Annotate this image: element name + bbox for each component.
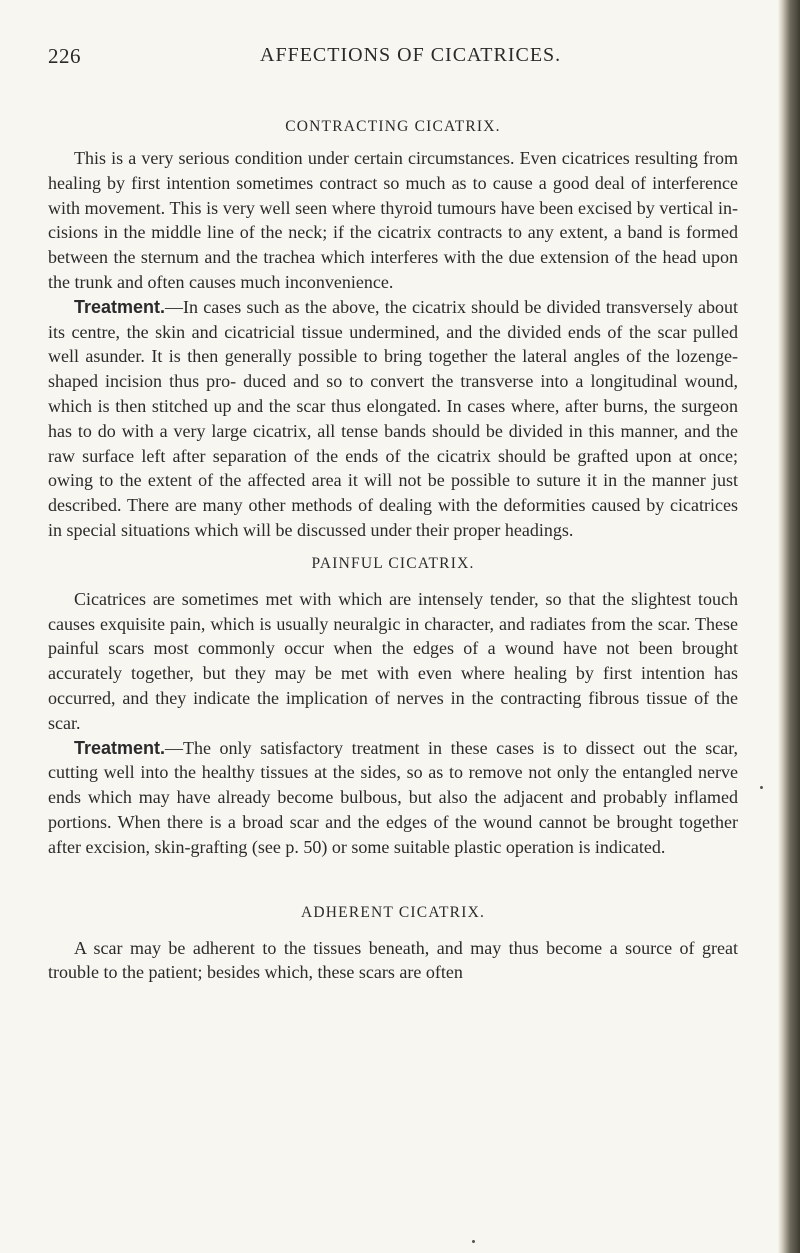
section-heading-contracting-cicatrix: CONTRACTING CICATRIX. [285, 118, 501, 135]
paragraph-contracting-treatment [48, 295, 738, 543]
paragraph-painful-treatment [48, 736, 738, 860]
paragraph-text: Cicatrices are sometimes met with which are intensely tender, so that the slightest touch causes exquisite pain, which is usually neuralgic in character, and radiates from the scar. These painful scars most commonly occur when the edges of a wound have not been brought accurately together, but they may be met with even where healing by first intention has occurred, and they indicate the implication of nerves in the contracting fibrous tissue of the scar. [48, 588, 738, 733]
paragraph-text: —In cases such as the above, the cicatrix should be divided transversely about its centre, the skin and cicatricial tissue undermined, and the divided ends of the scar pulled well asunder. It is then generally possible to bring together the lateral angles of the lozenge-shaped incision thus pro- duced and so to convert the transverse into a longitudinal wound, which is then stitched up and the scar thus elongated. In cases where, after burns, the surgeon has to do with a very large cicatrix, all tense bands should be divided in this manner, and the raw surface left after separation of the ends of the cicatrix should be grafted upon at once; owing to the extent of the affected area it will not be possible to suture it in the manner just described. There are many other methods of dealing with the deformities caused by cicatrices in special situations which will be discussed under their proper headings. [48, 296, 738, 540]
section-heading-adherent-cicatrix: ADHERENT CICATRIX. [300, 903, 486, 921]
page-body [48, 116, 738, 985]
paragraph-contracting-intro [48, 146, 738, 295]
paper-speck [760, 786, 763, 789]
run-in-heading-treatment: Treatment. [74, 296, 166, 317]
paragraph-text: —The only satisfactory treatment in these cases is to dissect out the scar, cutting well into the healthy tissues at the sides, so as to remove not only the entangled nerve ends which may have already become bulbous, but also the adjacent and probably inflamed portions. When there is a broad scar and the edges of the wound cannot be brought together after excision, skin-grafting (see p. 50) or some suitable plastic operation is indicated. [48, 737, 738, 857]
page-binding-edge [778, 0, 800, 1253]
section-heading-painful-cicatrix: PAINFUL CICATRIX. [311, 554, 475, 572]
paragraph-painful-intro [48, 587, 738, 736]
running-head [48, 44, 748, 72]
page-number: 226 [48, 44, 81, 68]
paragraph-adherent-intro [48, 936, 738, 986]
run-in-heading-treatment: Treatment. [74, 737, 166, 758]
running-title: AFFECTIONS OF CICATRICES. [260, 44, 562, 66]
paragraph-text: A scar may be adherent to the tissues beneath, and may thus become a source of great trouble to the patient; besides which, these scars are often [48, 937, 738, 983]
paper-speck [472, 1240, 475, 1243]
paragraph-text: This is a very serious condition under certain circumstances. Even cicatrices resulting from healing by first intention sometimes contract so much as to cause a good deal of interference with movement. This is very well seen where thyroid tumours have been excised by vertical in- cisions in the middle line of the neck; if the cicatrix contracts to any extent, a band is formed between the sternum and the trachea which interferes with the due extension of the head upon the trunk and often causes much inconvenience. [48, 148, 738, 292]
